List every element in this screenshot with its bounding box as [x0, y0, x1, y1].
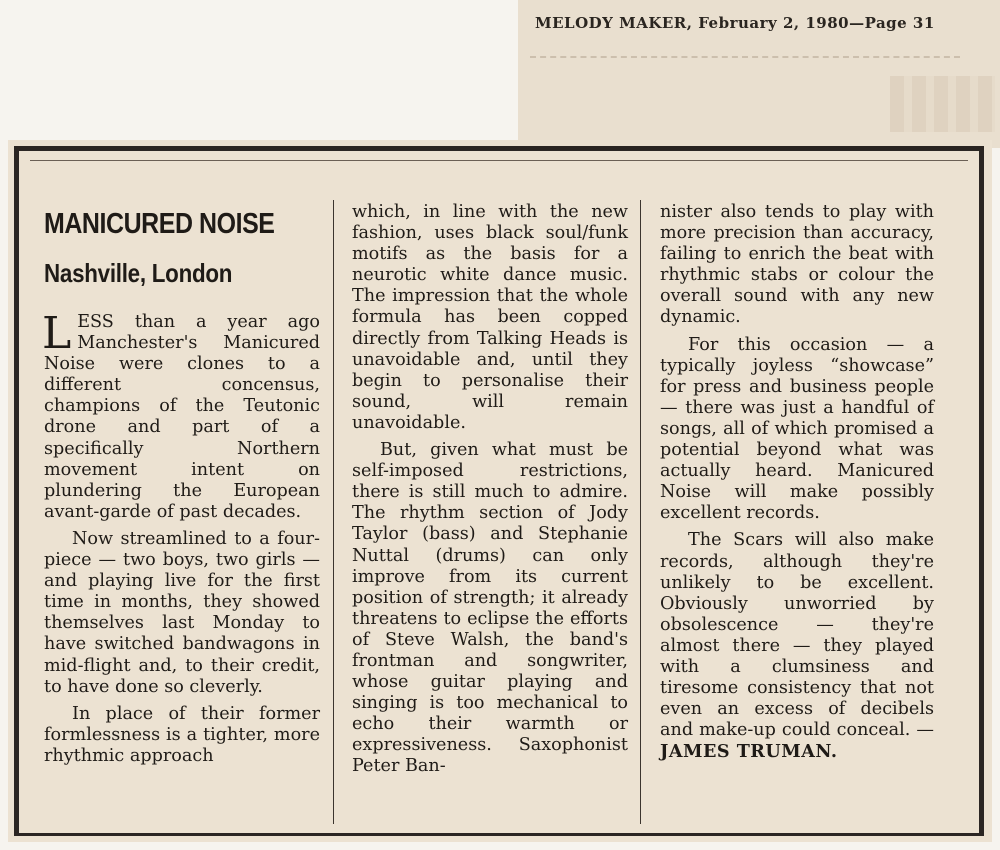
bleed-through-headline [890, 76, 995, 132]
paragraph [42, 308, 320, 523]
paragraph: For this occasion — a typically joyless “showcase” for press and business people — there was just a handful of songs, all of which promised a potential beyond what was actually heard. Manicured Noise will make possibly excellent records. [660, 334, 934, 524]
paragraph: In place of their former formlessness is a tighter, more rhythmic approach [44, 703, 320, 766]
drop-cap: L [42, 308, 72, 359]
paragraph: which, in line with the new fashion, uses black soul/funk motifs as the basis for a neurotic white dance music. The impression that the whole formula has been copped directly from Talking Heads is unavoidable and, until they begin to personalise their sound, will remain unavoidable. [352, 202, 628, 433]
top-inner-rule [30, 160, 968, 161]
column-divider [333, 200, 334, 824]
column-divider [640, 200, 641, 824]
bleed-through-rule [530, 56, 960, 61]
article-venue: Nashville, London [44, 258, 233, 288]
paragraph [660, 530, 934, 763]
article-column-1 [44, 200, 320, 767]
paragraph-text: The Scars will also make records, although they're unlikely to be excellent. Obviously unworried by obsolescence — they're almost there — they played with a clumsiness and tiresome consistency that not even an excess of decibels and make-up could conceal. — [660, 530, 934, 741]
article-headline: MANICURED NOISE [44, 208, 275, 240]
masthead: MELODY MAKER, February 2, 1980—Page 31 [535, 14, 935, 32]
article-column-2 [352, 202, 628, 778]
paragraph-text: ESS than a year ago Manchester's Manicured Noise were clones to a different concensus, champions of the Teutonic drone and part of a specifically Northern movement intent on plundering the European avant-garde of past decades. [44, 312, 320, 522]
paragraph: Now streamlined to a four-piece — two boys, two girls — and playing live for the first time in months, they showed themselves last Monday to have switched bandwagons in mid-flight and, to their credit, to have done so cleverly. [44, 528, 320, 697]
article-column-3 [660, 202, 934, 763]
byline: JAMES TRUMAN. [660, 741, 838, 763]
paragraph: nister also tends to play with more precision than accuracy, failing to enrich the beat with rhythmic stabs or colour the overall sound with any new dynamic. [660, 202, 934, 328]
paragraph: But, given what must be self-imposed restrictions, there is still much to admire. The rhythm section of Jody Taylor (bass) and Stephanie Nuttal (drums) can only improve from its current position of strength; it already threatens to eclipse the efforts of Steve Walsh, the band's frontman and songwriter, whose guitar playing and singing is too mechanical to echo their warmth or expressiveness. Saxophonist Peter Ban- [352, 440, 628, 777]
